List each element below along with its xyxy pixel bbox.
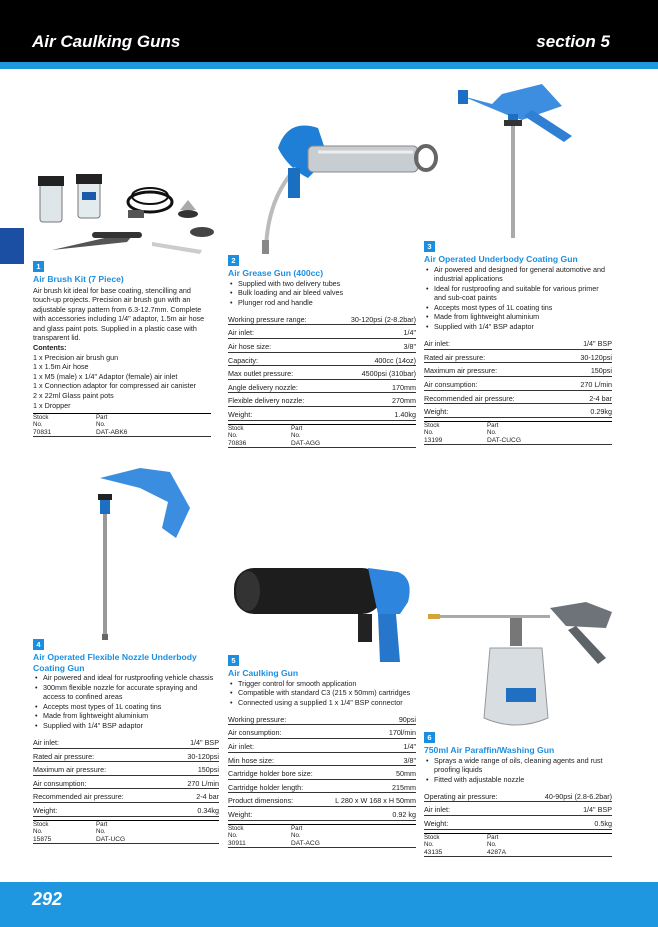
spec-row: [228, 779, 416, 793]
spec-label: Air consumption:: [424, 376, 563, 390]
stock-label: Stock: [424, 421, 440, 429]
no-label: No.: [291, 431, 301, 439]
spec-value: 1/4" BSP: [522, 802, 612, 816]
spec-value: 90psi: [324, 711, 416, 725]
spec-label: Recommended air pressure:: [33, 789, 171, 803]
part-label: Part: [291, 824, 303, 832]
spec-value: 0.92 kg: [324, 806, 416, 820]
underbody-coating-gun-image: [452, 76, 602, 246]
stock-table: [424, 421, 612, 445]
stock-table: [33, 413, 211, 437]
spec-label: Air consumption:: [33, 775, 171, 789]
spec-row: [228, 325, 416, 339]
spec-value: 270 L/min: [171, 775, 219, 789]
spec-label: Weight:: [424, 404, 563, 418]
spec-row: [424, 349, 612, 363]
product-name: Air Grease Gun (400cc): [228, 268, 324, 278]
spec-row: [228, 406, 416, 420]
spec-label: Weight:: [33, 803, 171, 817]
no-label: No.: [424, 840, 434, 848]
no-label: No.: [228, 431, 238, 439]
spec-row: [228, 311, 416, 325]
spec-value: 2-4 bar: [563, 390, 612, 404]
spec-value: 400cc (14oz): [331, 352, 416, 366]
contents-item: 1 x Precision air brush gun: [33, 352, 119, 362]
spec-label: Weight:: [424, 815, 522, 829]
spec-row: [228, 725, 416, 739]
air-brush-kit-image: [32, 170, 222, 260]
spec-table: [424, 788, 612, 829]
contents-item: 2 x 22ml Glass paint pots: [33, 391, 114, 401]
page-title: Air Caulking Guns: [32, 32, 181, 51]
product-number-badge: 1: [33, 261, 44, 272]
spec-row: [228, 806, 416, 820]
part-number: DAT-UCG: [96, 835, 126, 843]
no-label: No.: [228, 831, 238, 839]
spec-value: 4500psi (310bar): [331, 366, 416, 380]
spec-value: 3/8": [324, 752, 416, 766]
spec-row: [228, 352, 416, 366]
no-label: No.: [291, 831, 301, 839]
product-name: Air Caulking Gun: [228, 668, 299, 678]
spec-label: Cartridge holder bore size:: [228, 766, 324, 780]
air-caulking-gun-image: [228, 558, 418, 668]
spec-row: [33, 748, 219, 762]
part-label: Part: [96, 414, 108, 422]
spec-label: Rated air pressure:: [33, 748, 171, 762]
feature-item: • Supplied with two delivery tubes: [228, 279, 416, 289]
part-number: DAT-AGG: [291, 439, 321, 447]
spec-label: Working pressure range:: [228, 311, 331, 325]
spec-label: Air inlet:: [424, 336, 563, 350]
spec-row: [424, 376, 612, 390]
stock-number: 15875: [33, 835, 52, 843]
spec-label: Weight:: [228, 406, 331, 420]
spec-row: [424, 336, 612, 350]
spec-value: 30-120psi: [171, 748, 219, 762]
spec-value: 30-120psi: [563, 349, 612, 363]
spec-table: [228, 311, 416, 420]
spec-row: [228, 752, 416, 766]
spec-row: [424, 390, 612, 404]
part-number: DAT-ACG: [291, 839, 320, 847]
spec-label: Max outlet pressure:: [228, 366, 331, 380]
spec-row: [33, 803, 219, 817]
stock-table: [228, 424, 416, 448]
feature-list: [228, 279, 416, 308]
no-label: No.: [33, 421, 43, 429]
spec-label: Maximum air pressure:: [424, 363, 563, 377]
feature-item: • Fitted with adjustable nozzle: [424, 775, 612, 785]
spec-value: L 280 x W 168 x H 50mm: [324, 793, 416, 807]
spec-label: Cartridge holder length:: [228, 779, 324, 793]
spec-value: 1.40kg: [331, 406, 416, 420]
feature-item: • Made from lightweight aluminium: [424, 312, 612, 322]
spec-label: Capacity:: [228, 352, 331, 366]
feature-item: • Supplied with 1/4" BSP adaptor: [424, 322, 612, 332]
stock-label: Stock: [228, 824, 244, 832]
spec-label: Rated air pressure:: [424, 349, 563, 363]
spec-label: Air inlet:: [228, 738, 324, 752]
stock-label: Stock: [33, 820, 49, 828]
stock-table: [228, 824, 416, 848]
paraffin-washing-gun-image: [426, 598, 626, 738]
feature-item: • Made from lightweight aluminium: [33, 711, 219, 721]
part-number: 4287A: [487, 848, 507, 856]
spec-value: 30-120psi (2-8.2bar): [331, 311, 416, 325]
spec-row: [424, 802, 612, 816]
feature-list: [424, 756, 612, 785]
spec-value: 150psi: [171, 762, 219, 776]
no-label: No.: [33, 827, 43, 835]
product-6: [424, 732, 612, 857]
spec-value: 1/4" BSP: [171, 735, 219, 749]
spec-label: Min hose size:: [228, 752, 324, 766]
spec-label: Weight:: [228, 806, 324, 820]
stock-label: Stock: [424, 833, 440, 841]
spec-row: [228, 379, 416, 393]
part-label: Part: [487, 421, 499, 429]
feature-list: [228, 679, 416, 708]
product-4: [33, 639, 219, 844]
spec-label: Operating air pressure:: [424, 788, 522, 802]
product-number-badge: 2: [228, 255, 239, 266]
spec-value: 3/8": [331, 338, 416, 352]
page-footer: [0, 882, 658, 927]
spec-label: Air consumption:: [228, 725, 324, 739]
feature-item: • Connected using a supplied 1 x 1/4" BSP connector: [228, 698, 416, 708]
spec-row: [424, 815, 612, 829]
flexible-nozzle-gun-image: [80, 458, 210, 643]
product-3: [424, 241, 612, 445]
stock-label: Stock: [33, 414, 49, 422]
spec-row: [228, 366, 416, 380]
product-1: [33, 261, 211, 437]
part-number: DAT-CUCG: [487, 436, 521, 444]
no-label: No.: [487, 428, 497, 436]
spec-label: Recommended air pressure:: [424, 390, 563, 404]
product-description: Air brush kit ideal for base coating, stencilling and touch-up projects. Precision air brush gun with an adjustable spray pattern from 6.3-12.7mm. Complete with accessories including 1/4" adaptor, 1.5m air hose and glass paint pots. Supplied in a plastic case with transparent lid.: [33, 285, 205, 343]
spec-value: 0.29kg: [563, 404, 612, 418]
no-label: No.: [424, 428, 434, 436]
spec-row: [33, 735, 219, 749]
part-number: DAT-ABK6: [96, 429, 128, 437]
feature-list: [424, 265, 612, 332]
contents-item: 1 x 1.5m Air hose: [33, 362, 89, 372]
contents-item: 1 x Dropper: [33, 400, 71, 410]
spec-row: [424, 788, 612, 802]
product-5: [228, 655, 416, 848]
spec-label: Air hose size:: [228, 338, 331, 352]
spec-value: 50mm: [324, 766, 416, 780]
stock-table: [33, 820, 219, 844]
contents-heading: Contents:: [33, 343, 67, 353]
product-name: Air Brush Kit (7 Piece): [33, 274, 124, 284]
spec-label: Air inlet:: [228, 325, 331, 339]
section-tab: [0, 228, 24, 264]
stock-table: [424, 833, 612, 857]
stock-label: Stock: [228, 424, 244, 432]
feature-item: • Supplied with 1/4" BSP adaptor: [33, 721, 219, 731]
spec-label: Angle delivery nozzle:: [228, 379, 331, 393]
spec-value: 215mm: [324, 779, 416, 793]
spec-row: [33, 775, 219, 789]
spec-row: [228, 738, 416, 752]
feature-item: • Accepts most types of 1L coating tins: [424, 303, 612, 313]
feature-item: • Plunger rod and handle: [228, 298, 416, 308]
spec-row: [33, 789, 219, 803]
stock-number: 30911: [228, 839, 246, 847]
stock-number: 70831: [33, 429, 52, 437]
feature-item: • Sprays a wide range of oils, cleaning agents and rust proofing liquids: [424, 756, 612, 775]
spec-label: Air inlet:: [33, 735, 171, 749]
product-number-badge: 4: [33, 639, 44, 650]
spec-table: [424, 336, 612, 418]
spec-value: 1/4" BSP: [563, 336, 612, 350]
section-label: section 5: [536, 32, 610, 51]
feature-list: [33, 673, 219, 731]
spec-row: [424, 404, 612, 418]
part-label: Part: [96, 820, 108, 828]
page-header: [0, 0, 658, 62]
spec-label: Maximum air pressure:: [33, 762, 171, 776]
spec-table: [228, 711, 416, 820]
spec-row: [228, 766, 416, 780]
stock-number: 43135: [424, 848, 443, 856]
product-number-badge: 6: [424, 732, 435, 743]
stock-number: 70836: [228, 439, 247, 447]
spec-value: 170l/min: [324, 725, 416, 739]
page-number: 292: [32, 889, 63, 909]
feature-item: • Trigger control for smooth application: [228, 679, 416, 689]
contents-list: [33, 343, 211, 410]
no-label: No.: [96, 421, 106, 429]
stock-number: 13199: [424, 436, 443, 444]
air-grease-gun-image: [248, 108, 448, 258]
spec-value: 0.34kg: [171, 803, 219, 817]
part-label: Part: [487, 833, 499, 841]
spec-label: Product dimensions:: [228, 793, 324, 807]
spec-label: Air inlet:: [424, 802, 522, 816]
spec-row: [228, 393, 416, 407]
spec-value: 150psi: [563, 363, 612, 377]
product-name: Air Operated Flexible Nozzle Underbody Coating Gun: [33, 652, 197, 673]
no-label: No.: [487, 840, 497, 848]
product-number-badge: 5: [228, 655, 239, 666]
spec-value: 270mm: [331, 393, 416, 407]
product-2: [228, 255, 416, 448]
feature-item: • 300mm flexible nozzle for accurate spraying and access to confined areas: [33, 683, 219, 702]
feature-item: • Compatible with standard C3 (215 x 50mm) cartridges: [228, 688, 416, 698]
spec-row: [424, 363, 612, 377]
contents-item: 1 x Connection adaptor for compressed air canister: [33, 381, 196, 391]
spec-value: 1/4": [324, 738, 416, 752]
feature-item: • Air powered and ideal for rustproofing vehicle chassis: [33, 673, 219, 683]
spec-table: [33, 735, 219, 817]
feature-item: • Accepts most types of 1L coating tins: [33, 702, 219, 712]
header-accent-line: [0, 62, 658, 69]
spec-label: Working pressure:: [228, 711, 324, 725]
spec-row: [228, 711, 416, 725]
spec-value: 170mm: [331, 379, 416, 393]
spec-value: 40-90psi (2.8-6.2bar): [522, 788, 612, 802]
spec-row: [228, 338, 416, 352]
feature-item: • Bulk loading and air bleed valves: [228, 288, 416, 298]
feature-item: • Ideal for rustproofing and suitable for various primer and sub-coat paints: [424, 284, 612, 303]
no-label: No.: [96, 827, 106, 835]
part-label: Part: [291, 424, 303, 432]
feature-item: • Air powered and designed for general automotive and industrial applications: [424, 265, 612, 284]
spec-label: Flexible delivery nozzle:: [228, 393, 331, 407]
spec-value: 2-4 bar: [171, 789, 219, 803]
spec-row: [228, 793, 416, 807]
product-number-badge: 3: [424, 241, 435, 252]
spec-value: 0.5kg: [522, 815, 612, 829]
contents-item: 1 x M5 (male) x 1/4" Adaptor (female) air inlet: [33, 371, 178, 381]
spec-value: 1/4": [331, 325, 416, 339]
product-name: 750ml Air Paraffin/Washing Gun: [424, 745, 555, 755]
product-name: Air Operated Underbody Coating Gun: [424, 254, 578, 264]
spec-value: 270 L/min: [563, 376, 612, 390]
spec-row: [33, 762, 219, 776]
